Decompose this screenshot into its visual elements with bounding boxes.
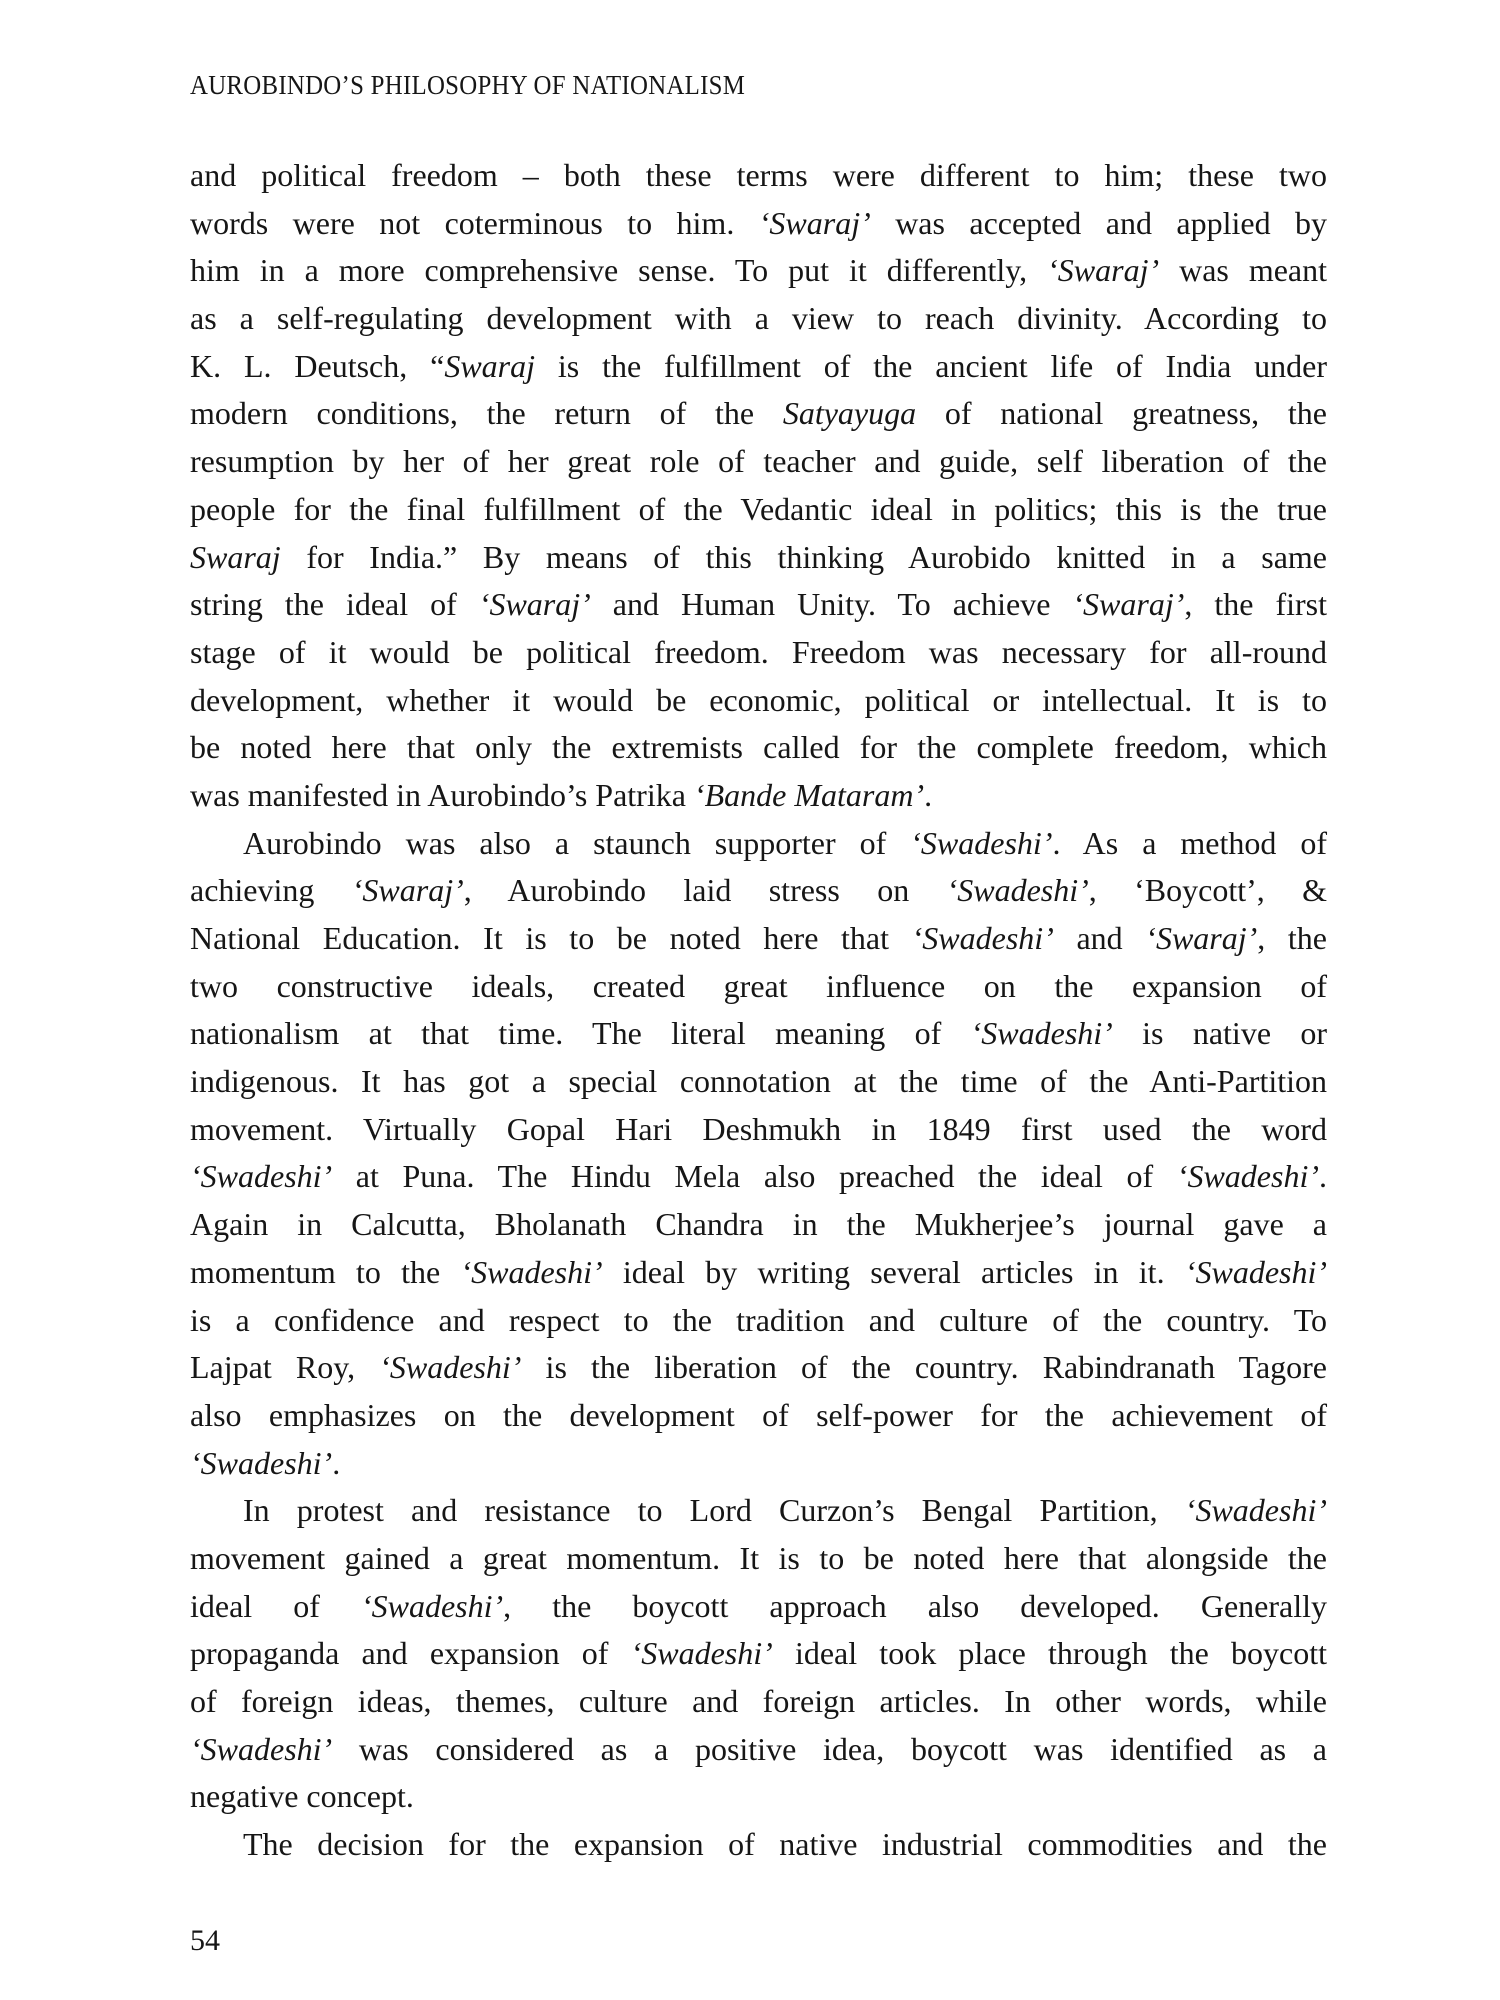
text-run: movement gained a great momentum. It is to be noted here that alongside the [190,1539,1327,1576]
text-line [190,724,1327,772]
italic-term: ‘Swadeshi’ [190,1444,333,1481]
italic-term: Swaraj [444,347,536,384]
text-run: is a confidence and respect to the tradition and culture of the country. To [190,1301,1327,1338]
italic-term: ‘Swadeshi’ [910,824,1053,861]
running-head: AUROBINDO’S PHILOSOPHY OF NATIONALISM [190,70,746,100]
text-run: of national greatness, the [916,395,1328,432]
text-run: modern conditions, the return of the [190,395,783,432]
text-run: achieving [190,872,352,909]
text-run: also emphasizes on the development of self-power for the achievement of [190,1396,1327,1433]
italic-term: ‘Swadeshi’ [911,920,1054,956]
text-line [190,1058,1327,1106]
text-run: indigenous. It has got a special connotation at the time of the Anti-Partition [190,1063,1327,1100]
text-line [190,581,1327,629]
italic-term: ‘Swadeshi’ [190,1730,333,1767]
text-line [190,915,1327,963]
text-run: and Human Unity. To achieve [590,586,1073,623]
paragraph [190,820,1327,1488]
text-run: . [924,776,933,813]
text-run: momentum to the [190,1253,461,1290]
text-line [190,390,1327,438]
text-run: ideal by writing several articles in it. [602,1253,1185,1290]
text-run: string the ideal of [190,586,479,623]
text-line [190,1440,1327,1488]
text-run: , the boycott approach also developed. Generally [503,1587,1328,1624]
text-line [190,1821,1327,1869]
text-line [190,1630,1327,1678]
text-run: was considered as a positive idea, boycott was identified as a [332,1730,1327,1767]
body-text [190,152,1327,1869]
text-line [190,247,1327,295]
text-line [190,629,1327,677]
text-run: movement. Virtually Gopal Hari Deshmukh in 1849 first used the word [190,1110,1327,1147]
text-line [190,1487,1327,1535]
text-line [190,343,1327,391]
text-line [190,1201,1327,1249]
text-line [190,534,1327,582]
text-run: nationalism at that time. The literal meaning of [190,1015,971,1052]
italic-term: ‘Swadeshi’ [946,872,1089,909]
text-run: stage of it would be political freedom. Freedom was necessary for all-round [190,633,1327,670]
text-line [190,820,1327,868]
italic-term: ‘Swadeshi’ [1176,1158,1319,1195]
text-line [190,1678,1327,1726]
text-line [190,200,1327,248]
italic-term: ‘Swaraj’ [1145,920,1258,956]
text-run: . As a method of [1052,824,1328,861]
italic-term: ‘Swadeshi’ [460,1253,603,1290]
text-run: ideal took place through the boycott [772,1635,1327,1672]
text-line [190,1535,1327,1583]
text-run: was accepted and applied by [870,204,1328,241]
text-run: is the liberation of the country. Rabindranath Tagore [521,1349,1328,1386]
text-run: him in a more comprehensive sense. To put it differently, [190,252,1048,289]
text-run: at Puna. The Hindu Mela also preached the ideal of [332,1158,1177,1195]
text-line [190,867,1327,915]
italic-term: ‘Swaraj’ [1072,586,1185,623]
text-run: ideal of [190,1587,361,1624]
text-run: Again in Calcutta, Bholanath Chandra in the Mukherjee’s journal gave a [190,1206,1327,1243]
text-run: . [332,1444,341,1481]
text-run: K. L. Deutsch, “ [190,347,445,384]
text-run: was manifested in Aurobindo’s Patrika [190,776,694,813]
text-line [190,152,1327,200]
text-line [190,1773,1327,1821]
text-line [190,1010,1327,1058]
text-line [190,1153,1327,1201]
text-line [190,1726,1327,1774]
text-run: for India.” By means of this thinking Aurobido knitted in a same [280,538,1327,575]
text-run: words were not coterminous to him. [190,204,759,241]
text-run: , Aurobindo laid stress on [463,872,947,909]
text-run: be noted here that only the extremists called for the complete freedom, which [190,729,1327,766]
text-run: , the [1257,920,1328,956]
text-run: Aurobindo was also a staunch supporter of [243,824,911,861]
paragraph [190,1821,1327,1869]
text-run: negative concept. [190,1778,414,1815]
text-line [190,1249,1327,1297]
text-run: of foreign ideas, themes, culture and foreign articles. In other words, while [190,1683,1327,1719]
italic-term: ‘Swadeshi’ [360,1587,504,1624]
italic-term: ‘Swadeshi’ [970,1015,1113,1052]
text-line [190,963,1327,1011]
text-run: was meant [1159,252,1328,289]
italic-term: ‘Swadeshi’ [379,1349,522,1386]
text-run: In protest and resistance to Lord Curzon’s Bengal Partition, [243,1492,1185,1529]
text-run: . [1319,1158,1327,1195]
text-line [190,295,1327,343]
text-run: resumption by her of her great role of teacher and guide, self liberation of the [190,443,1327,480]
text-line [190,438,1327,486]
italic-term: ‘Swaraj’ [1047,252,1160,289]
italic-term: ‘Swaraj’ [758,204,871,241]
text-run: is native or [1112,1015,1328,1052]
italic-term: ‘Bande Mataram’ [693,776,925,813]
italic-term: ‘Swaraj’ [351,872,464,909]
italic-term: Swaraj [190,538,281,575]
text-run: and [1053,920,1146,956]
text-run: propaganda and expansion of [190,1635,631,1672]
text-run: is the fulfillment of the ancient life of India under [535,347,1328,384]
text-run: , ‘Boycott’, & [1088,872,1328,909]
italic-term: ‘Swadeshi’ [190,1158,333,1195]
text-line [190,772,1327,820]
text-run: development, whether it would be economic, political or intellectual. It is to [190,681,1327,718]
text-run: and political freedom – both these terms were different to him; these two [190,157,1327,193]
text-line [190,1344,1327,1392]
text-line [190,486,1327,534]
text-line [190,1106,1327,1154]
text-run: The decision for the expansion of native industrial commodities and the [243,1826,1327,1863]
text-run: Lajpat Roy, [190,1349,380,1386]
italic-term: ‘Swadeshi’ [1184,1492,1327,1529]
text-line [190,677,1327,725]
text-run: National Education. It is to be noted here that [190,920,912,956]
italic-term: ‘Swaraj’ [478,586,591,623]
italic-term: ‘Swadeshi’ [630,1635,773,1672]
text-run: people for the final fulfillment of the Vedantic ideal in politics; this is the true [190,490,1327,527]
text-run: as a self-regulating development with a view to reach divinity. According to [190,300,1327,337]
italic-term: ‘Swadeshi’ [1184,1253,1328,1290]
text-run: two constructive ideals, created great influence on the expansion of [190,967,1327,1004]
paragraph [190,152,1327,820]
text-line [190,1583,1327,1631]
text-line [190,1392,1327,1440]
text-run: , the first [1184,586,1328,623]
page-number: 54 [190,1924,220,1957]
italic-term: Satyayuga [782,395,917,432]
text-line [190,1297,1327,1345]
paragraph [190,1487,1327,1821]
